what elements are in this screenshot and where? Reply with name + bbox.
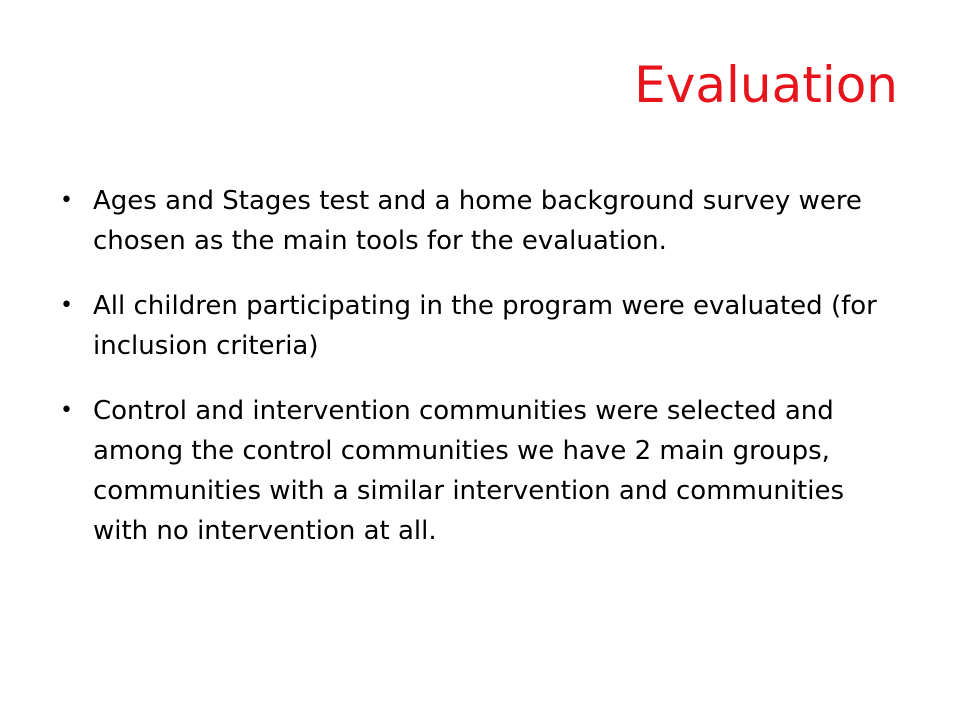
bullet-text: Ages and Stages test and a home background survey were chosen as the main tools for the evaluation.: [93, 186, 862, 256]
bullet-item: [60, 286, 898, 366]
bullet-text: All children participating in the program were evaluated (for inclusion criteria): [93, 291, 877, 361]
bullet-icon: •: [60, 188, 73, 213]
bullet-text: Control and intervention communities were selected and among the control communities we have 2 main groups, communities with a similar intervention and communities with no intervention at all.: [93, 396, 845, 546]
bullet-item: [60, 391, 898, 551]
bullet-icon: •: [60, 398, 73, 423]
bullet-item: [60, 181, 898, 261]
bullet-icon: •: [60, 293, 73, 318]
slide-title: Evaluation: [634, 56, 898, 114]
bullet-list: [60, 181, 898, 576]
